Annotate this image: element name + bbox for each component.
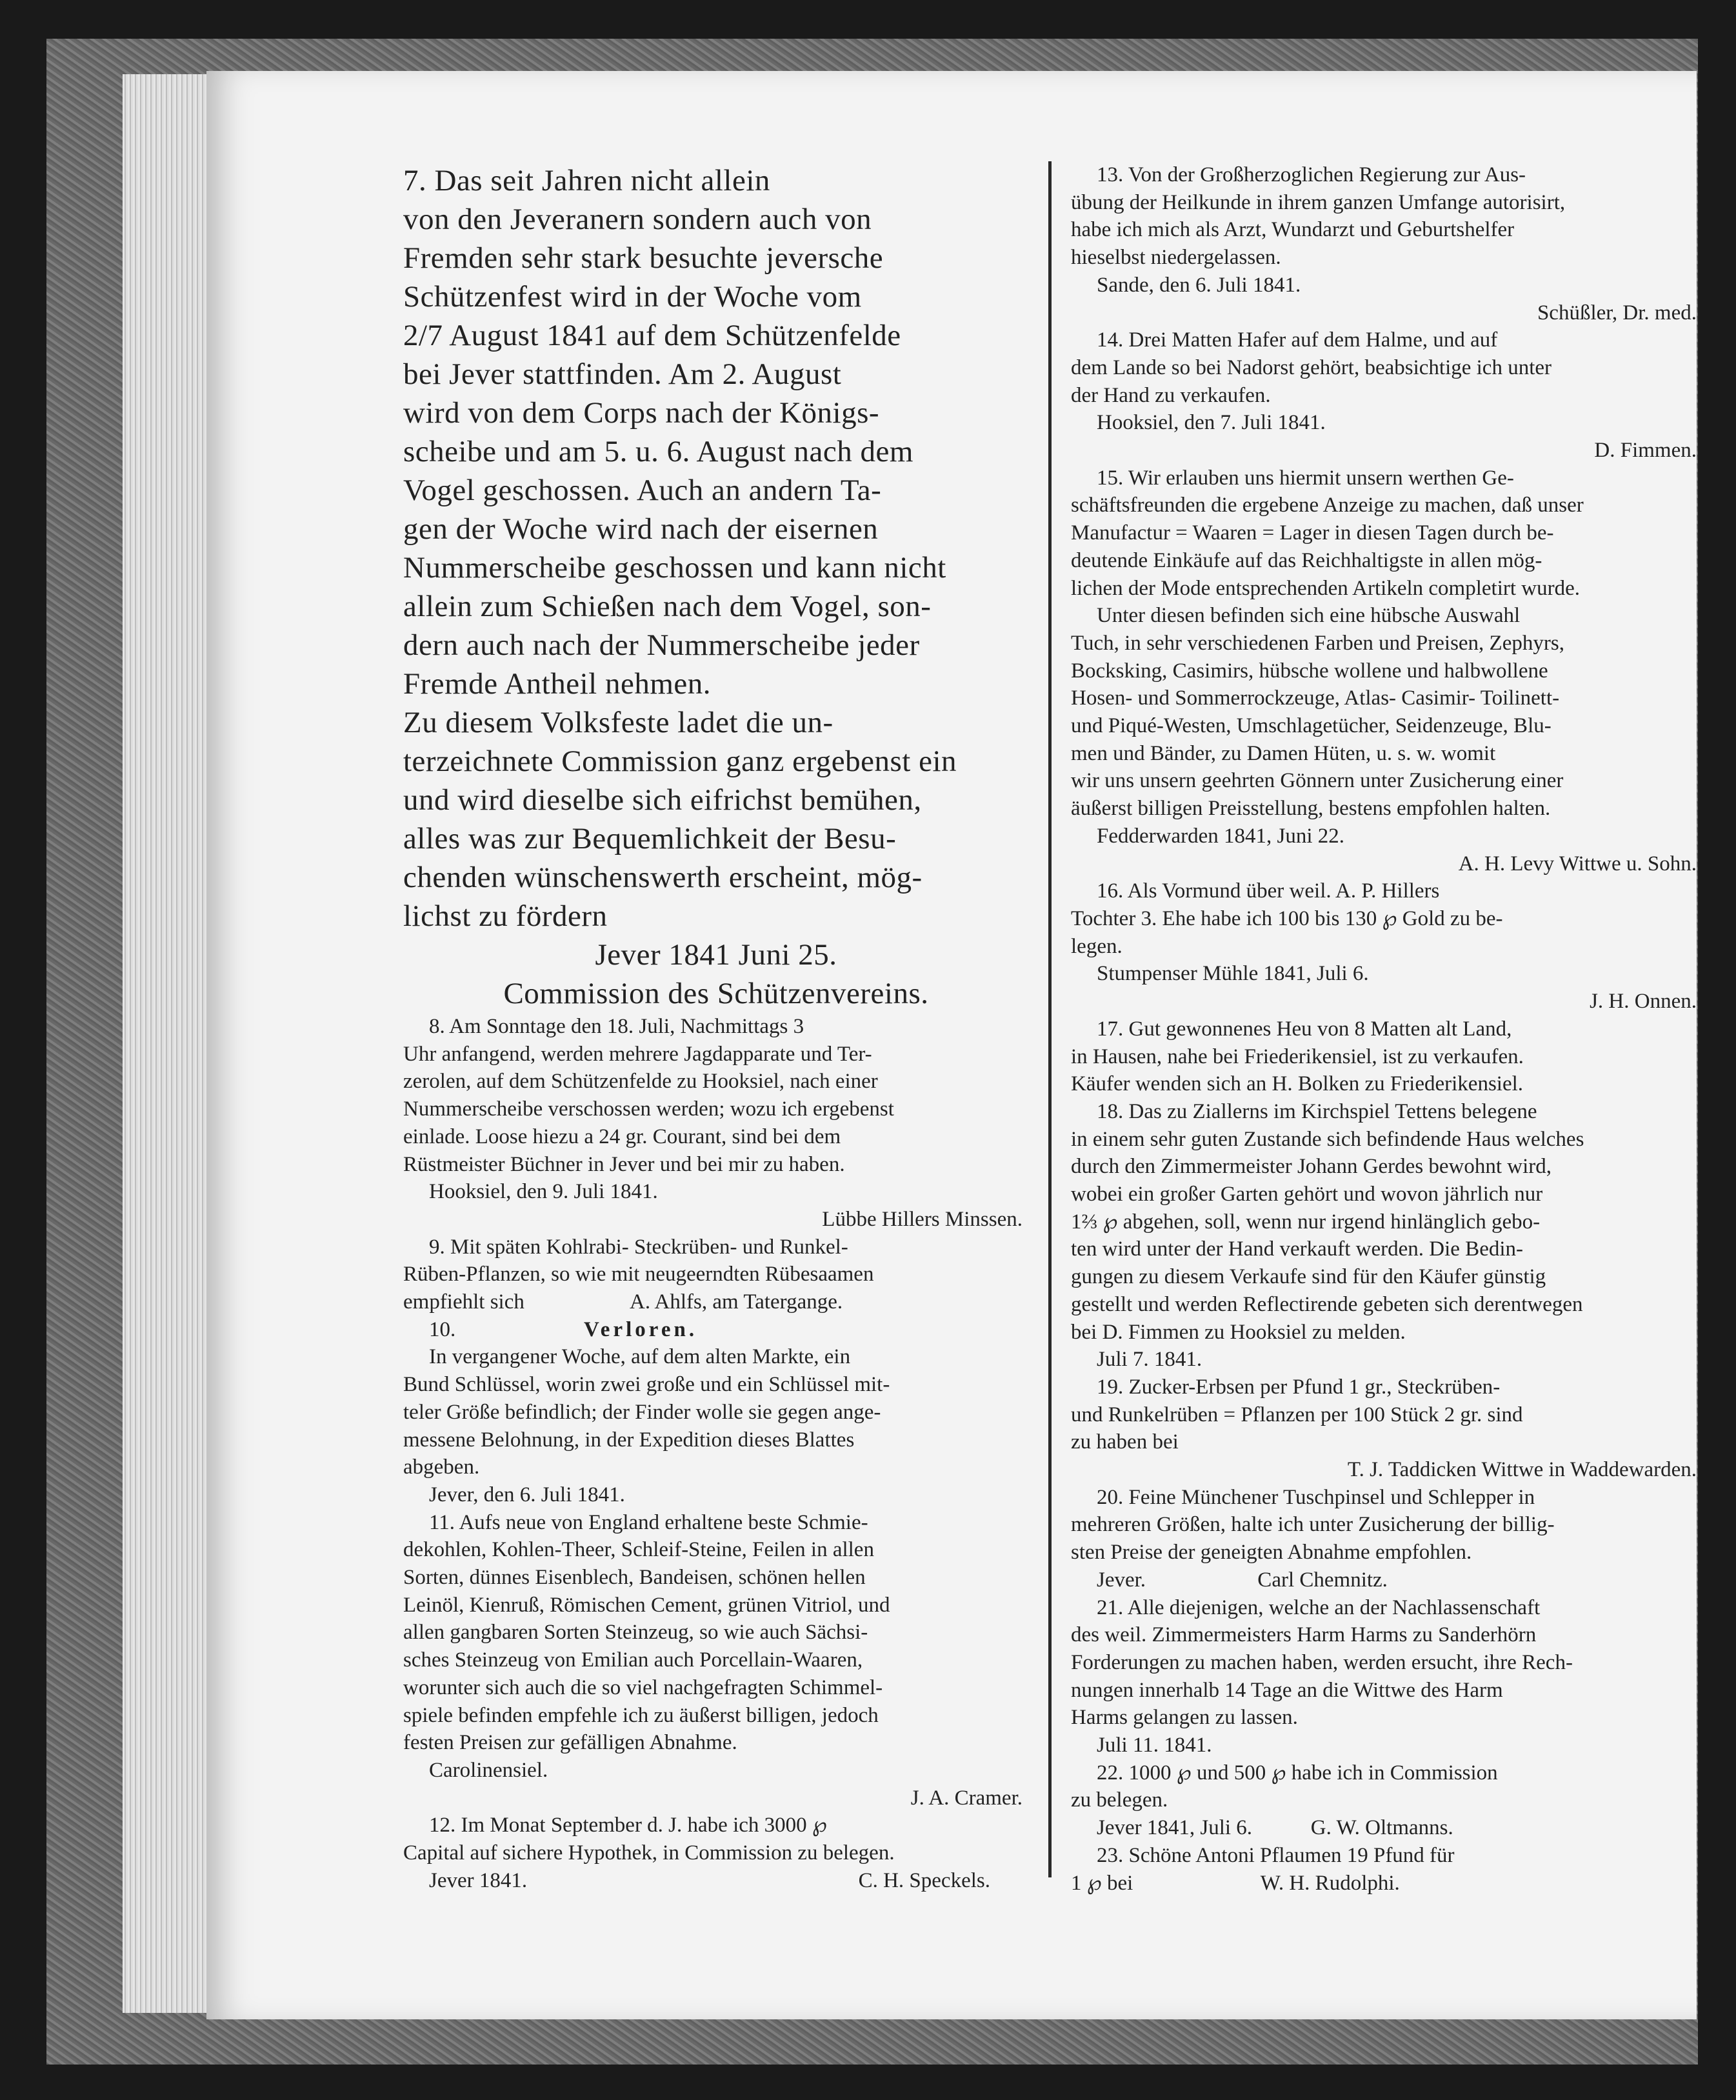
notice-18-line: in einem sehr guten Zustande sich befindende Haus welches xyxy=(1071,1127,1584,1151)
notice-15-signature: A. H. Levy Wittwe u. Sohn. xyxy=(1458,852,1697,875)
notice-16-line: Tochter 3. Ehe habe ich 100 bis 130 ℘ Gold zu be- xyxy=(1071,906,1503,930)
notice-20 xyxy=(1071,1484,1703,1594)
notice-12-line: 12. Im Monat September d. J. habe ich 3000 ℘ xyxy=(429,1814,827,1837)
notice-11-line: dekohlen, Kohlen-Theer, Schleif-Steine, Feilen in allen xyxy=(403,1538,874,1562)
notice-7-place-date: Jever 1841 Juni 25. xyxy=(595,938,837,972)
notice-7-line: 2/7 August 1841 auf dem Schützenfelde xyxy=(403,319,901,352)
notice-15-line: 15. Wir erlauben uns hiermit unsern werthen Ge- xyxy=(1097,466,1514,490)
notice-17-line: in Hausen, nahe bei Friederikensiel, ist zu verkaufen. xyxy=(1071,1045,1524,1068)
notice-12 xyxy=(403,1812,1029,1894)
notice-19 xyxy=(1071,1374,1703,1484)
notice-7-line: Zu diesem Volksfeste ladet die un- xyxy=(403,706,833,739)
notice-15-line: lichen der Mode entsprechenden Artikeln completirt wurde. xyxy=(1071,576,1580,600)
notice-16-line: legen. xyxy=(1071,934,1122,958)
notice-8 xyxy=(403,1013,1029,1234)
notice-22-place-signature: Jever 1841, Juli 6. G. W. Oltmanns. xyxy=(1097,1816,1453,1840)
notice-13-line: habe ich mich als Arzt, Wundarzt und Geburtshelfer xyxy=(1071,218,1515,242)
notice-7-line: scheibe und am 5. u. 6. August nach dem xyxy=(403,435,913,468)
notice-23-line: 1 ℘ bei W. H. Rudolphi. xyxy=(1071,1871,1400,1895)
notice-7-line: und wird dieselbe sich eifrichst bemühen, xyxy=(403,783,922,817)
notice-14-signature: D. Fimmen. xyxy=(1594,439,1697,463)
notice-8-line: zerolen, auf dem Schützenfelde zu Hooksiel, nach einer xyxy=(403,1070,878,1094)
right-column xyxy=(1071,161,1703,1897)
notice-14-place: Hooksiel, den 7. Juli 1841. xyxy=(1097,411,1326,435)
notice-9 xyxy=(403,1234,1029,1316)
notice-16-place: Stumpenser Mühle 1841, Juli 6. xyxy=(1097,962,1369,986)
notice-21-line: des weil. Zimmermeisters Harm Harms zu Sanderhörn xyxy=(1071,1623,1537,1647)
notice-23 xyxy=(1071,1842,1703,1897)
notice-15-line: Hosen- und Sommerrockzeuge, Atlas- Casimir- Toilinett- xyxy=(1071,686,1560,710)
notice-8-line: 8. Am Sonntage den 18. Juli, Nachmittags 3 xyxy=(429,1015,804,1038)
notice-7-line: lichst zu fördern xyxy=(403,899,608,933)
notice-10-header xyxy=(403,1316,1029,1344)
notice-7-line: dern auch nach der Nummerscheibe jeder xyxy=(403,628,920,662)
notice-21 xyxy=(1071,1594,1703,1759)
notice-15-line: und Piqué-Westen, Umschlagetücher, Seidenzeuge, Blu- xyxy=(1071,714,1551,738)
notice-7-line: Vogel geschossen. Auch an andern Ta- xyxy=(403,474,882,507)
notice-7-line: 7. Das seit Jahren nicht allein xyxy=(403,164,770,197)
notice-10-heading: Verloren. xyxy=(584,1317,698,1341)
notice-13-line: hieselbst niedergelassen. xyxy=(1071,246,1281,270)
notice-7-line: Fremden sehr stark besuchte jeversche xyxy=(403,241,884,275)
notice-8-signature: Lübbe Hillers Minssen. xyxy=(822,1207,1023,1231)
notice-18-line: gungen zu diesem Verkaufe sind für den Käufer günstig xyxy=(1071,1265,1546,1289)
notice-17 xyxy=(1071,1015,1703,1098)
notice-20-line: mehreren Größen, halte ich unter Zusicherung der billig- xyxy=(1071,1513,1555,1537)
notice-15-place: Fedderwarden 1841, Juni 22. xyxy=(1097,824,1345,848)
notice-7-line: Schützenfest wird in der Woche vom xyxy=(403,280,862,314)
notice-16-line: 16. Als Vormund über weil. A. P. Hillers xyxy=(1097,879,1440,903)
notice-18-line: 1⅔ ℘ abgehen, soll, wenn nur irgend hinlänglich gebo- xyxy=(1071,1210,1541,1234)
notice-8-line: Rüstmeister Büchner in Jever und bei mir zu haben. xyxy=(403,1152,845,1176)
notice-10-number: 10. xyxy=(429,1317,456,1341)
notice-15-line: Bocksking, Casimirs, hübsche wollene und halbwollene xyxy=(1071,659,1548,683)
notice-23-line: 23. Schöne Antoni Pflaumen 19 Pfund für xyxy=(1097,1843,1455,1867)
notice-20-line: 20. Feine Münchener Tuschpinsel und Schlepper in xyxy=(1097,1485,1535,1509)
notice-15-line: schäftsfreunden die ergebene Anzeige zu machen, daß unser xyxy=(1071,494,1584,517)
notice-16-signature: J. H. Onnen. xyxy=(1590,990,1697,1014)
notice-12-line: Capital auf sichere Hypothek, in Commission zu belegen. xyxy=(403,1841,895,1865)
notice-10-place: Jever, den 6. Juli 1841. xyxy=(429,1483,625,1506)
notice-9-line: Rüben-Pflanzen, so wie mit neugeerndten Rübesaamen xyxy=(403,1263,874,1286)
notice-10-line: Bund Schlüssel, worin zwei große und ein Schlüssel mit- xyxy=(403,1373,890,1397)
notice-10-line: In vergangener Woche, auf dem alten Markte, ein xyxy=(429,1345,851,1369)
notice-7-line: terzeichnete Commission ganz ergebenst ein xyxy=(403,745,957,778)
column-divider xyxy=(1048,161,1052,1877)
notice-20-line: sten Preise der geneigten Abnahme empfohlen. xyxy=(1071,1541,1472,1565)
notice-8-place: Hooksiel, den 9. Juli 1841. xyxy=(429,1180,658,1204)
notice-14-line: 14. Drei Matten Hafer auf dem Halme, und auf xyxy=(1097,328,1498,352)
notice-7-line: gen der Woche wird nach der eisernen xyxy=(403,512,879,546)
notice-18-line: durch den Zimmermeister Johann Gerdes bewohnt wird, xyxy=(1071,1155,1552,1179)
notice-7-line: Fremde Antheil nehmen. xyxy=(403,667,711,701)
notice-18-line: gestellt und werden Reflectirende gebeten sich derentwegen xyxy=(1071,1292,1583,1316)
notice-13 xyxy=(1071,161,1703,326)
notice-12-signature: C. H. Speckels. xyxy=(858,1868,990,1892)
notice-17-line: Käufer wenden sich an H. Bolken zu Friederikensiel. xyxy=(1071,1072,1524,1096)
notice-7-line: chenden wünschenswerth erscheint, mög- xyxy=(403,861,923,894)
notice-14 xyxy=(1071,326,1703,465)
notice-13-line: übung der Heilkunde in ihrem ganzen Umfange autorisirt, xyxy=(1071,190,1566,214)
notice-11-place: Carolinensiel. xyxy=(429,1758,548,1782)
notice-10 xyxy=(403,1316,1029,1509)
notice-19-line: und Runkelrüben = Pflanzen per 100 Stück 2 gr. sind xyxy=(1071,1403,1523,1426)
notice-7-line: Nummerscheibe geschossen und kann nicht xyxy=(403,551,946,585)
notice-7-line: bei Jever stattfinden. Am 2. August xyxy=(403,357,842,391)
notice-19-line: 19. Zucker-Erbsen per Pfund 1 gr., Steckrüben- xyxy=(1097,1375,1501,1399)
notice-18-line: ten wird unter der Hand verkauft werden. Die Bedin- xyxy=(1071,1237,1523,1261)
notice-11-line: 11. Aufs neue von England erhaltene beste Schmie- xyxy=(429,1510,868,1534)
notice-8-line: Nummerscheibe verschossen werden; wozu ich ergebenst xyxy=(403,1097,894,1121)
notice-7 xyxy=(403,161,1029,1013)
notice-22-line: 22. 1000 ℘ und 500 ℘ habe ich in Commission xyxy=(1097,1761,1498,1785)
notice-12-footer xyxy=(403,1867,1029,1895)
notice-20-place-signature: Jever. Carl Chemnitz. xyxy=(1097,1568,1388,1592)
notice-7-line: von den Jeveranern sondern auch von xyxy=(403,203,872,236)
notice-7-signature: Commission des Schützenvereins. xyxy=(503,977,929,1010)
notice-15-line: Unter diesen befinden sich eine hübsche Auswahl xyxy=(1097,604,1521,628)
notice-13-line: 13. Von der Großherzoglichen Regierung zur Aus- xyxy=(1097,163,1526,186)
notice-9-line: empfiehlt sich A. Ahlfs, am Tatergange. xyxy=(403,1290,843,1314)
notice-13-signature: Schüßler, Dr. med. xyxy=(1537,301,1697,325)
notice-15-line: men und Bänder, zu Damen Hüten, u. s. w. womit xyxy=(1071,741,1496,765)
notice-11-line: worunter sich auch die so viel nachgefragten Schimmel- xyxy=(403,1675,883,1699)
notice-8-line: Uhr anfangend, werden mehrere Jagdapparate und Ter- xyxy=(403,1042,872,1066)
notice-11 xyxy=(403,1509,1029,1812)
notice-11-line: spiele befinden empfehle ich zu äußerst billigen, jedoch xyxy=(403,1703,879,1727)
notice-21-line: Harms gelangen zu lassen. xyxy=(1071,1706,1298,1730)
notice-11-line: festen Preisen zur gefälligen Abnahme. xyxy=(403,1731,737,1755)
notice-9-line: 9. Mit späten Kohlrabi- Steckrüben- und Runkel- xyxy=(429,1235,848,1259)
notice-11-line: Leinöl, Kienruß, Römischen Cement, grünen Vitriol, und xyxy=(403,1593,890,1617)
notice-11-line: sches Steinzeug von Emilian auch Porcellain-Waaren, xyxy=(403,1648,863,1672)
notice-18-line: bei D. Fimmen zu Hooksiel zu melden. xyxy=(1071,1320,1406,1344)
page-edges xyxy=(123,74,219,2013)
notice-15-line: wir uns unsern geehrten Gönnern unter Zusicherung einer xyxy=(1071,769,1564,793)
notice-21-line: 21. Alle diejenigen, welche an der Nachlassenschaft xyxy=(1097,1595,1541,1619)
notice-11-line: allen gangbaren Sorten Steinzeug, so wie auch Sächsi- xyxy=(403,1621,868,1645)
notice-19-signature: T. J. Taddicken Wittwe in Waddewarden. xyxy=(1347,1458,1697,1482)
notice-22-line: zu belegen. xyxy=(1071,1788,1168,1812)
notice-7-line: allein zum Schießen nach dem Vogel, son- xyxy=(403,590,932,623)
notice-22 xyxy=(1071,1759,1703,1842)
notice-18-line: wobei ein großer Garten gehört und wovon jährlich nur xyxy=(1071,1183,1543,1206)
notice-21-place: Juli 11. 1841. xyxy=(1097,1734,1212,1757)
notice-18-line: 18. Das zu Ziallerns im Kirchspiel Tettens belegene xyxy=(1097,1099,1537,1123)
notice-11-signature: J. A. Cramer. xyxy=(910,1786,1023,1810)
notice-12-place: Jever 1841. xyxy=(429,1868,528,1892)
notice-10-line: teler Größe befindlich; der Finder wolle sie gegen ange- xyxy=(403,1400,881,1424)
notice-21-line: Forderungen zu machen haben, werden ersucht, ihre Rech- xyxy=(1071,1650,1573,1674)
notice-19-line: zu haben bei xyxy=(1071,1430,1179,1454)
notice-8-line: einlade. Loose hiezu a 24 gr. Courant, sind bei dem xyxy=(403,1125,841,1148)
notice-14-line: dem Lande so bei Nadorst gehört, beabsichtige ich unter xyxy=(1071,355,1552,379)
notice-18 xyxy=(1071,1098,1703,1374)
notice-10-line: messene Belohnung, in der Expedition dieses Blattes xyxy=(403,1428,855,1452)
notice-15-line: äußerst billigen Preisstellung, bestens empfohlen halten. xyxy=(1071,797,1551,821)
notice-15-line: deutende Einkäufe auf das Reichhaltigste in allen mög- xyxy=(1071,548,1542,572)
notice-21-line: nungen innerhalb 14 Tage an die Wittwe des Harm xyxy=(1071,1678,1503,1702)
notice-15-line: Tuch, in sehr verschiedenen Farben und Preisen, Zephyrs, xyxy=(1071,631,1564,655)
notice-13-place: Sande, den 6. Juli 1841. xyxy=(1097,273,1301,297)
notice-7-line: wird von dem Corps nach der Königs- xyxy=(403,396,880,430)
notice-15 xyxy=(1071,465,1703,878)
notice-10-line: abgeben. xyxy=(403,1455,480,1479)
notice-15-line: Manufactur = Waaren = Lager in diesen Tagen durch be- xyxy=(1071,521,1554,545)
notice-18-place: Juli 7. 1841. xyxy=(1097,1348,1202,1372)
notice-16 xyxy=(1071,877,1703,1015)
notice-17-line: 17. Gut gewonnenes Heu von 8 Matten alt Land, xyxy=(1097,1017,1512,1041)
notice-7-line: alles was zur Bequemlichkeit der Besu- xyxy=(403,822,897,855)
notice-14-line: der Hand zu verkaufen. xyxy=(1071,383,1271,407)
left-column xyxy=(403,161,1029,1895)
notice-11-line: Sorten, dünnes Eisenblech, Bandeisen, schönen hellen xyxy=(403,1566,866,1590)
